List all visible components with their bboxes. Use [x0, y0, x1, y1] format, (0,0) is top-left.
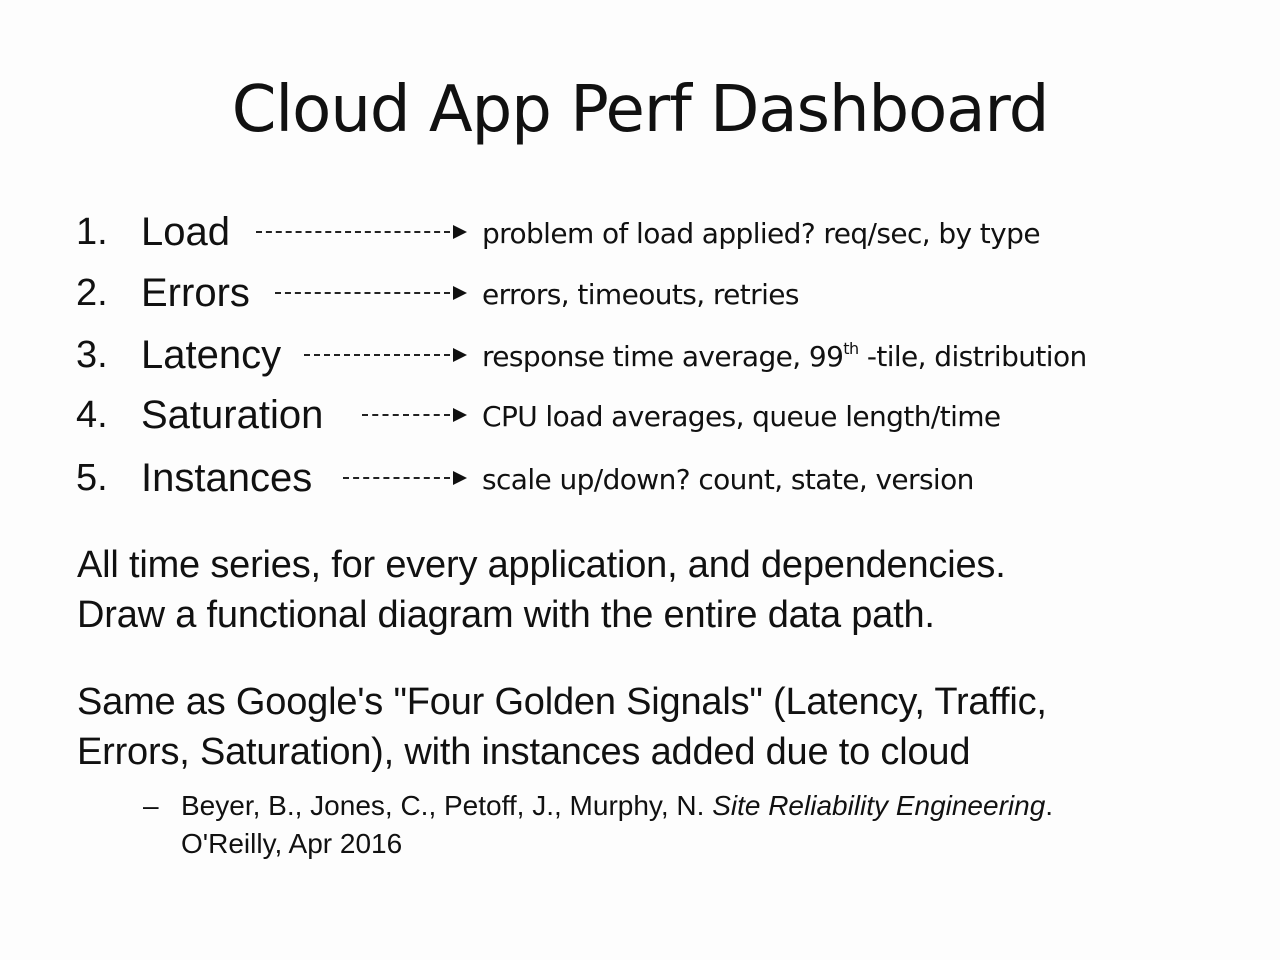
- metric-description-tail: -tile, distribution: [858, 340, 1087, 373]
- metric-description-main: response time average, 99: [482, 340, 844, 373]
- metric-row-instances: [0, 456, 1280, 512]
- reference: [143, 787, 1053, 863]
- arrowhead-icon: [453, 471, 467, 485]
- metric-description: [482, 337, 1087, 377]
- metric-name: Errors: [141, 271, 250, 315]
- arrowhead-icon: [453, 348, 467, 362]
- paragraph-line: Errors, Saturation), with instances added due to cloud: [77, 731, 971, 773]
- reference-publisher: O'Reilly, Apr 2016: [181, 828, 403, 859]
- paragraph-line: Draw a functional diagram with the entire data path.: [77, 594, 935, 636]
- paragraph-time-series: [77, 540, 1006, 640]
- metric-row-errors: [0, 271, 1280, 327]
- reference-dash: –: [143, 790, 159, 821]
- slide-title: Cloud App Perf Dashboard: [231, 73, 1049, 147]
- metric-name: Load: [141, 210, 230, 254]
- arrowhead-icon: [453, 408, 467, 422]
- metric-name: Latency: [141, 333, 282, 377]
- reference-line-1: [143, 787, 1053, 825]
- metric-description: errors, timeouts, retries: [482, 278, 799, 311]
- dashed-arrow-line: [343, 477, 450, 483]
- paragraph-line: All time series, for every application, and dependencies.: [77, 544, 1006, 586]
- metric-name: Saturation: [141, 393, 324, 437]
- metric-description: scale up/down? count, state, version: [482, 463, 974, 496]
- arrowhead-icon: [453, 286, 467, 300]
- metric-name: Instances: [141, 456, 313, 500]
- paragraph-golden-signals: [77, 677, 1047, 777]
- dashed-arrow-line: [275, 292, 450, 298]
- dashed-arrow-line: [256, 231, 450, 237]
- metric-row-load: [0, 210, 1280, 266]
- dashed-arrow-line: [362, 414, 450, 420]
- metric-number: 5.: [76, 457, 108, 499]
- arrowhead-icon: [453, 225, 467, 239]
- metric-number: 2.: [76, 272, 108, 314]
- paragraph-line: Same as Google's "Four Golden Signals" (Latency, Traffic,: [77, 681, 1047, 723]
- metric-number: 4.: [76, 394, 108, 436]
- metric-row-latency: [0, 333, 1280, 389]
- metric-number: 1.: [76, 211, 108, 253]
- reference-authors: Beyer, B., Jones, C., Petoff, J., Murphy, N.: [181, 790, 713, 821]
- reference-period: .: [1045, 790, 1054, 821]
- reference-book-title: Site Reliability Engineering: [712, 790, 1046, 821]
- metric-number: 3.: [76, 334, 108, 376]
- dashed-arrow-line: [304, 354, 450, 360]
- metric-description: CPU load averages, queue length/time: [482, 400, 1001, 433]
- superscript-th: th: [843, 339, 859, 358]
- metric-description: problem of load applied? req/sec, by type: [482, 217, 1040, 250]
- metric-row-saturation: [0, 393, 1280, 449]
